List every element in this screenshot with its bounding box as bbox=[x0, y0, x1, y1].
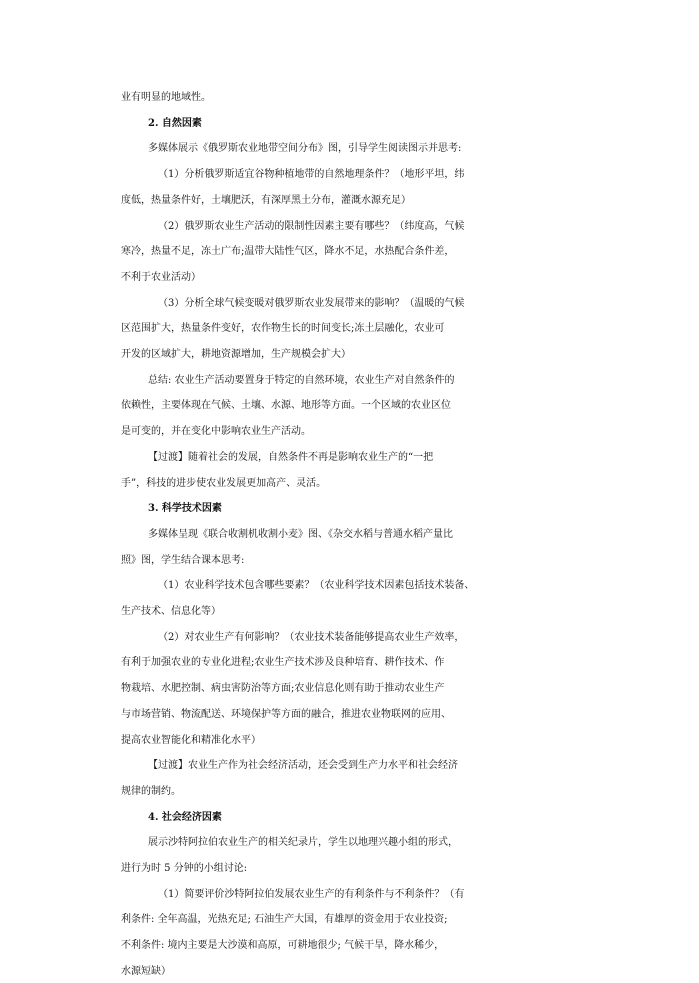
text-line: 与市场营销、物流配送、环境保护等方面的融合，推进农业物联网的应用、 bbox=[121, 708, 451, 720]
text-line: 多媒体展示《俄罗斯农业地带空间分布》图，引导学生阅读图示并思考: bbox=[148, 143, 462, 155]
text-line: 依赖性，主要体现在气候、土壤、水源、地形等方面。一个区域的农业区位 bbox=[121, 400, 451, 412]
text-line: 区范围扩大，热量条件变好，农作物生长的时间变长;冻土层融化，农业可 bbox=[121, 323, 445, 335]
text-line: （3）分析全球气候变暖对俄罗斯农业发展带来的影响？（温暖的气候 bbox=[158, 297, 465, 309]
text-line: 是可变的，并在变化中影响农业生产活动。 bbox=[121, 426, 311, 438]
text-line: 开发的区域扩大，耕地资源增加，生产规模会扩大） bbox=[121, 349, 351, 360]
text-line: 生产技术、信息化等） bbox=[121, 606, 221, 617]
text-line: 【过渡】农业生产作为社会经济活动，还会受到生产力水平和社会经济 bbox=[148, 760, 458, 772]
text-line: 度低，热量条件好，土壤肥沃，有深厚黑土分布，灌溉水源充足） bbox=[121, 194, 411, 206]
section-heading: 3. 科学技术因素 bbox=[148, 503, 222, 515]
text-line: 照》图，学生结合课本思考: bbox=[121, 554, 245, 566]
text-line: 展示沙特阿拉伯农业生产的相关纪录片，学生以地理兴趣小组的形式， bbox=[148, 837, 458, 849]
text-line: （2）俄罗斯农业生产活动的限制性因素主要有哪些？（纬度高，气候 bbox=[158, 220, 465, 232]
text-line: （1）简要评价沙特阿拉伯发展农业生产的有利条件与不利条件？（有 bbox=[158, 888, 465, 900]
text-line: 寒冷，热量不足，冻土广布;温带大陆性气区，降水不足，水热配合条件差， bbox=[121, 246, 455, 258]
text-line: （1）农业科学技术包含哪些要素？（农业科学技术因素包括技术装备、 bbox=[158, 580, 475, 592]
text-line: 进行为时 5 分钟的小组讨论: bbox=[121, 863, 248, 874]
text-line: 不利于农业活动） bbox=[121, 271, 201, 283]
text-line: 业有明显的地域性。 bbox=[121, 92, 211, 103]
text-line: 不利条件: 境内主要是大沙漠和高原，可耕地很少; 气候干旱，降水稀少， bbox=[121, 940, 445, 952]
text-line: 手”，科技的进步使农业发展更加高产、灵活。 bbox=[121, 477, 327, 489]
text-line: 水源短缺） bbox=[121, 965, 171, 977]
text-line: 提高农业智能化和精准化水平） bbox=[121, 734, 261, 746]
text-line: 【过渡】随着社会的发展，自然条件不再是影响农业生产的“一把 bbox=[148, 451, 434, 463]
text-line: 有利于加强农业的专业化进程;农业生产技术涉及良种培育、耕作技术、作 bbox=[121, 657, 445, 669]
text-line: 总结: 农业生产活动要置身于特定的自然环境，农业生产对自然条件的 bbox=[148, 374, 455, 386]
text-line: 物栽培、水肥控制、病虫害防治等方面;农业信息化则有助于推动农业生产 bbox=[121, 683, 445, 695]
section-heading: 2. 自然因素 bbox=[148, 117, 202, 129]
text-line: （2）对农业生产有何影响？（农业技术装备能够提高农业生产效率， bbox=[158, 631, 465, 643]
text-line: 多媒体呈现《联合收割机收割小麦》图、《杂交水稻与普通水稻产量比 bbox=[148, 528, 453, 540]
text-line: 利条件: 全年高温，光热充足; 石油生产大国，有雄厚的资金用于农业投资; bbox=[121, 914, 448, 926]
section-heading: 4. 社会经济因素 bbox=[148, 811, 222, 823]
text-line: （1）分析俄罗斯适宜谷物种植地带的自然地理条件？（地形平坦，纬 bbox=[158, 169, 465, 181]
text-line: 规律的制约。 bbox=[121, 785, 181, 797]
